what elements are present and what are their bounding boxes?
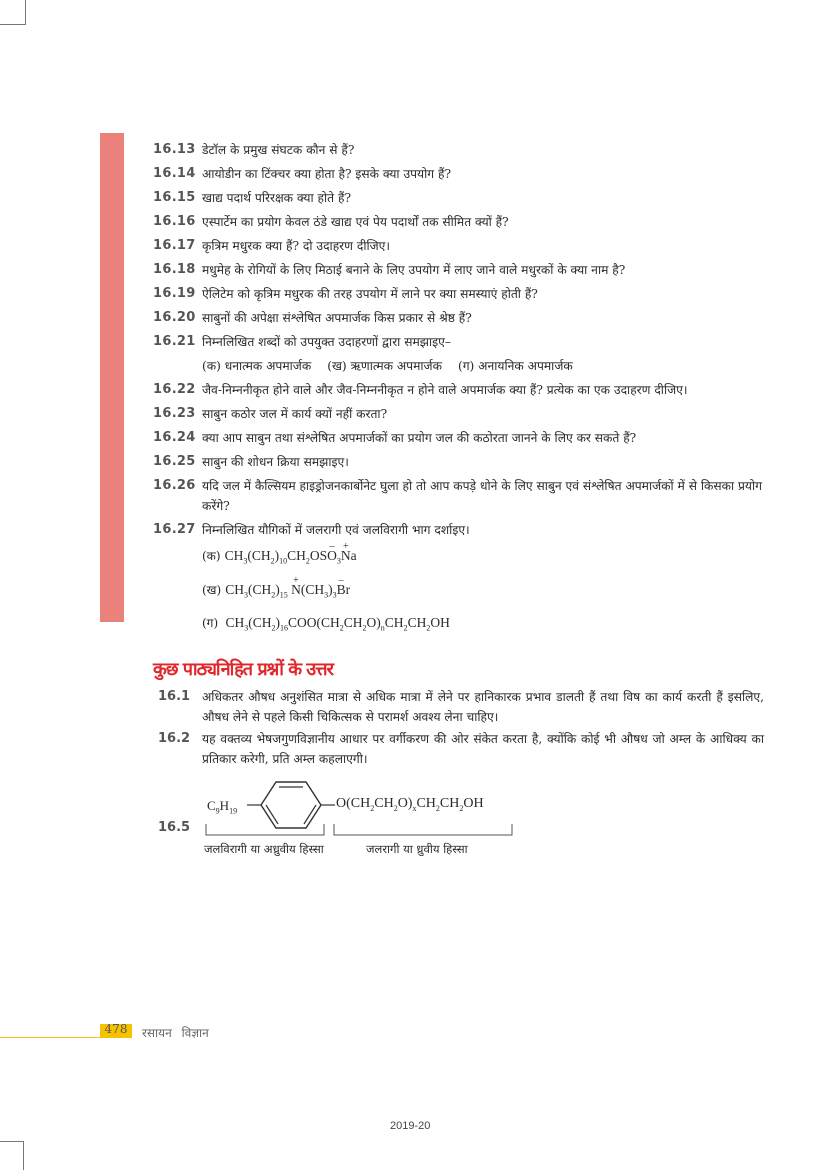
- formula-sodium-lauryl-sulfate: (क) $CH_3(CH_2)_{10}CH_2OS-$ $O_3+ Na$: [153, 542, 765, 576]
- formula-cetyltrimethylammonium-bromide: (ख) $CH_3(CH_2)_{15} + N(CH_3)_3-$ Br: [153, 576, 765, 610]
- question-text: एस्पार्टेम का प्रयोग केवल ठंडे खाद्य एवं पेय पदार्थों तक सीमित क्यों हैं?: [202, 215, 509, 229]
- question-number: 16.15: [153, 190, 196, 205]
- question-item: [153, 378, 765, 402]
- question-item: [153, 282, 765, 306]
- question-item: [153, 306, 765, 330]
- question-number: 16.22: [153, 382, 196, 397]
- option-cationic: (क) धनात्मक अपमार्जक: [202, 359, 312, 373]
- option-anionic: (ख) ऋणात्मक अपमार्जक: [327, 359, 442, 373]
- question-item: [153, 426, 765, 450]
- answer-text: यह वक्तव्य भेषजगुणविज्ञानीय आधार पर वर्गीकरण की ओर संकेत करता है, क्योंकि कोई भी औषध जो अम्ल के आधिक्य का प्रतिकार करेगी, प्रति अम्ल कहलाएगी।: [202, 732, 764, 766]
- nonyl-group: $C_9H_{19}$: [207, 798, 238, 816]
- question-number: 16.24: [153, 430, 196, 445]
- hydrophilic-label: जलरागी या ध्रुवीय हिस्सा: [366, 842, 468, 856]
- hydrophobic-label: जलविरागी या अध्रुवीय हिस्सा: [204, 842, 324, 856]
- question-16-21-options: [153, 354, 765, 378]
- question-text: डेटॉल के प्रमुख संघटक कौन से हैं?: [202, 143, 355, 157]
- question-text: निम्नलिखित यौगिकों में जलरागी एवं जलविरागी भाग दर्शाइए।: [202, 523, 470, 537]
- question-number: 16.16: [153, 214, 196, 229]
- page-number: 478: [100, 1024, 132, 1038]
- question-item: [153, 138, 765, 162]
- answer-item: [158, 729, 764, 769]
- question-text: यदि जल में कैल्सियम हाइड्रोजनकार्बोनेट घुला हो तो आप कपड़े धोने के लिए साबुन एवं संश्लेषित अपमार्जकों में से किसका प्रयोग करेंगे?: [202, 479, 762, 513]
- question-number: 16.19: [153, 286, 196, 301]
- footer-rule: [0, 1037, 100, 1038]
- answer-number: 16.5: [158, 820, 191, 835]
- answer-item: [158, 687, 764, 727]
- question-text: निम्नलिखित शब्दों को उपयुक्त उदाहरणों द्वारा समझाइए–: [202, 335, 451, 349]
- book-title: रसायन विज्ञान: [142, 1026, 209, 1040]
- edition-year: 2019-20: [390, 1120, 431, 1132]
- question-number: 16.13: [153, 142, 196, 157]
- answer-text: अधिकतर औषध अनुशंसित मात्रा से अधिक मात्रा में लेने पर हानिकारक प्रभाव डालती हैं तथा विष का कार्य करती हैं इसलिए, औषध लेने से पहले किसी चिकित्सक से परामर्श अवश्य लेना चाहिए।: [202, 690, 764, 724]
- benzene-ring-icon: [158, 778, 538, 848]
- question-text: खाद्य पदार्थ परिरक्षक क्या होते हैं?: [202, 191, 351, 205]
- question-number: 16.25: [153, 454, 196, 469]
- question-text: क्या आप साबुन तथा संश्लेषित अपमार्जकों का प्रयोग जल की कठोरता जानने के लिए कर सकते हैं?: [202, 431, 637, 445]
- option-nonionic: (ग) अनायनिक अपमार्जक: [457, 359, 573, 373]
- question-text: कृत्रिम मधुरक क्या हैं? दो उदाहरण दीजिए।: [202, 239, 391, 253]
- question-item: [153, 186, 765, 210]
- question-item: [153, 258, 765, 282]
- exercise-questions: [153, 138, 765, 643]
- question-text: साबुन की शोधन क्रिया समझाइए।: [202, 455, 349, 469]
- question-item: [153, 474, 765, 516]
- question-number: 16.21: [153, 334, 196, 349]
- question-item: [153, 330, 765, 354]
- answers-heading: कुछ पाठ्यनिहित प्रश्नों के उत्तर: [153, 659, 333, 680]
- question-text: साबुन कठोर जल में कार्य क्यों नहीं करता?: [202, 407, 388, 421]
- question-text: ऐलिटेम को कृत्रिम मधुरक की तरह उपयोग में लाने पर क्या समस्याएं होती हैं?: [202, 287, 538, 301]
- question-number: 16.26: [153, 478, 196, 493]
- question-text: मधुमेह के रोगियों के लिए मिठाई बनाने के लिए उपयोग में लाए जाने वाले मधुरकों के क्या नाम है?: [202, 263, 626, 277]
- question-text: साबुनों की अपेक्षा संश्लेषित अपमार्जक किस प्रकार से श्रेष्ठ हैं?: [202, 311, 472, 325]
- question-item: [153, 450, 765, 474]
- question-item: [153, 402, 765, 426]
- question-number: 16.27: [153, 522, 196, 537]
- question-text: आयोडीन का टिंक्चर क्या होता है? इसके क्या उपयोग हैं?: [202, 167, 452, 181]
- polyether-chain: $O(CH_2CH_2O)_xCH_2CH_2OH$: [336, 796, 484, 813]
- question-number: 16.17: [153, 238, 196, 253]
- question-item: [153, 162, 765, 186]
- answer-number: 16.2: [158, 731, 191, 746]
- answer-16-5-structure: [158, 778, 538, 868]
- question-item: [153, 210, 765, 234]
- formula-polyethylene-glycol-stearate: (ग) $CH_3(CH_2)_{16}COO(CH_2CH_2O)_nCH_2CH_2OH$: [202, 615, 450, 634]
- exercise-side-bar: [100, 133, 124, 622]
- answer-number: 16.1: [158, 689, 191, 704]
- question-number: 16.14: [153, 166, 196, 181]
- question-number: 16.18: [153, 262, 196, 277]
- question-number: 16.23: [153, 406, 196, 421]
- crop-mark-top-left: [0, 0, 26, 25]
- question-item: [153, 234, 765, 258]
- question-number: 16.20: [153, 310, 196, 325]
- question-item: [153, 518, 765, 542]
- crop-mark-bottom-left: [0, 1141, 24, 1170]
- question-text: जैव-निम्ननीकृत होने वाले और जैव-निम्ननीकृत न होने वाले अपमार्जक क्या हैं? प्रत्येक का एक उदाहरण दीजिए।: [202, 383, 688, 397]
